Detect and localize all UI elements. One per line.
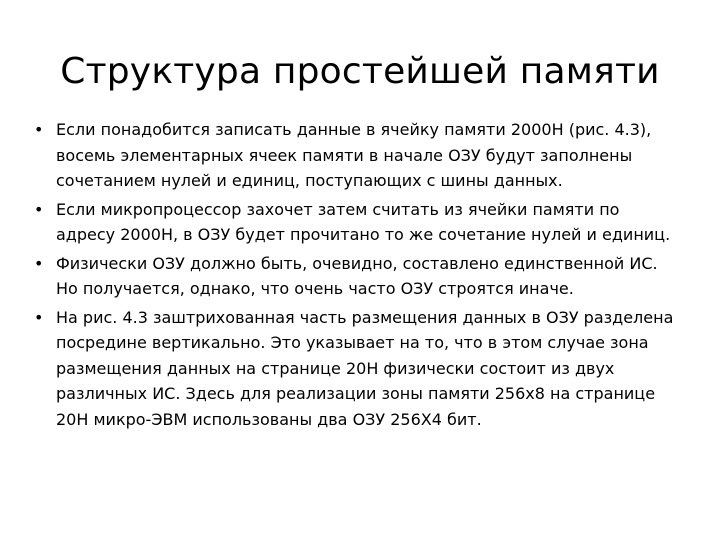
bullet-marker: •	[34, 199, 44, 219]
bullet-marker: •	[34, 120, 44, 139]
bullet-text: Если понадобится записать данные в ячейку памяти 2000H (рис. 4.3), восемь элементарных ячеек памяти в начале ОЗУ будут заполнены сочетанием нулей и единиц, поступающих с шины данных.	[56, 120, 652, 190]
bullet-text: Физически ОЗУ должно быть, очевидно, составлено единственной ИС. Но получается, однако, что очень часто ОЗУ строятся иначе.	[56, 253, 658, 298]
bullet-marker: •	[34, 253, 44, 273]
slide-title: Структура простейшей памяти	[60, 51, 660, 92]
bullet-item	[34, 197, 674, 248]
bullet-text: Если микропроцессор захочет затем считать из ячейки памяти по адресу 2000H, в ОЗУ будет прочитано то же сочетание нулей и единиц.	[56, 199, 671, 244]
bullet-item	[34, 305, 674, 433]
bullet-item	[34, 117, 674, 194]
bullet-text: На рис. 4.3 заштрихованная часть размещения данных в ОЗУ разделена посредине вертикально. Это указывает на то, что в этом случае зона размещения данных на странице 20H физически состоит из двух различных ИС. Здесь для реализации зоны памяти 256х8 на странице 20H микро-ЭВМ использованы два ОЗУ 256Х4 бит.	[56, 307, 674, 429]
bullet-marker: •	[34, 307, 44, 327]
bullet-item	[34, 251, 674, 302]
bullet-list	[34, 117, 674, 435]
